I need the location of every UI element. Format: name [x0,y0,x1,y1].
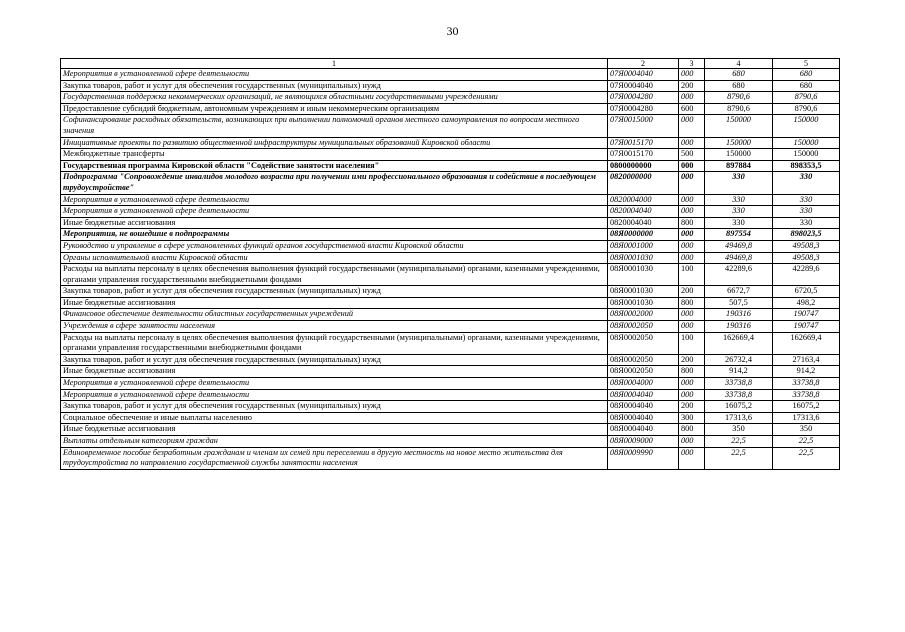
row-name-cell: Органы исполнительной власти Кировской области [61,252,608,264]
row-value-2-cell: 8790,6 [773,103,840,115]
row-type-cell: 800 [679,297,705,309]
table-row [61,297,840,309]
row-type-cell: 000 [679,160,705,172]
table-row [61,436,840,448]
row-code-cell: 07Я0004040 [608,80,679,92]
row-type-cell: 000 [679,436,705,448]
table-row [61,115,840,137]
row-code-cell: 07Я0015170 [608,137,679,149]
row-value-1-cell: 16075,2 [705,401,773,413]
row-value-1-cell: 330 [705,217,773,229]
row-value-2-cell: 27163,4 [773,354,840,366]
row-value-1-cell: 680 [705,69,773,81]
row-code-cell: 08Я0002050 [608,321,679,333]
table-row [61,354,840,366]
table-row [61,424,840,436]
row-code-cell: 08Я0004040 [608,412,679,424]
row-name-cell: Иные бюджетные ассигнования [61,424,608,436]
row-name-cell: Руководство и управление в сфере установленных функций органов государственной власти Кировской области [61,240,608,252]
row-value-2-cell: 498,2 [773,297,840,309]
row-value-2-cell: 22,5 [773,447,840,469]
row-code-cell: 08Я0004040 [608,424,679,436]
row-name-cell: Мероприятия в установленной сфере деятельности [61,389,608,401]
row-value-1-cell: 33738,8 [705,389,773,401]
table-row [61,149,840,161]
row-value-2-cell: 190747 [773,321,840,333]
row-value-2-cell: 49508,3 [773,252,840,264]
row-value-1-cell: 42289,6 [705,264,773,286]
row-value-2-cell: 330 [773,217,840,229]
table-row [61,172,840,194]
row-value-2-cell: 42289,6 [773,264,840,286]
row-type-cell: 000 [679,447,705,469]
table-row [61,412,840,424]
table-row [61,194,840,206]
row-type-cell: 000 [679,378,705,390]
row-value-2-cell: 898353,5 [773,160,840,172]
table-row [61,447,840,469]
row-type-cell: 000 [679,206,705,218]
row-name-cell: Мероприятия в установленной сфере деятельности [61,69,608,81]
row-code-cell: 08Я0001030 [608,297,679,309]
row-code-cell: 08Я0001030 [608,286,679,298]
row-type-cell: 000 [679,240,705,252]
row-code-cell: 08Я0001030 [608,264,679,286]
row-value-1-cell: 49469,8 [705,252,773,264]
row-value-1-cell: 350 [705,424,773,436]
row-type-cell: 000 [679,229,705,241]
budget-table-body [61,59,840,470]
table-row [61,321,840,333]
row-name-cell: Иные бюджетные ассигнования [61,217,608,229]
row-type-cell: 300 [679,412,705,424]
row-value-2-cell: 898023,5 [773,229,840,241]
row-type-cell: 800 [679,424,705,436]
row-type-cell: 000 [679,172,705,194]
row-name-cell: Мероприятия в установленной сфере деятельности [61,378,608,390]
row-code-cell: 07Я0015000 [608,115,679,137]
row-code-cell: 08Я0002000 [608,309,679,321]
row-name-cell: Иные бюджетные ассигнования [61,297,608,309]
header-cell-type: 3 [679,59,705,69]
row-value-2-cell: 350 [773,424,840,436]
row-code-cell: 07Я0004040 [608,69,679,81]
row-value-1-cell: 49469,8 [705,240,773,252]
row-value-2-cell: 330 [773,172,840,194]
row-code-cell: 0820004040 [608,217,679,229]
table-row [61,309,840,321]
row-value-1-cell: 507,5 [705,297,773,309]
row-value-1-cell: 190316 [705,309,773,321]
row-value-1-cell: 330 [705,194,773,206]
row-code-cell: 08Я0004000 [608,378,679,390]
row-code-cell: 0820000000 [608,172,679,194]
row-type-cell: 100 [679,332,705,354]
row-name-cell: Расходы на выплаты персоналу в целях обеспечения выполнения функций государственными (муниципальными) органами, казенными учреждениями, органами управления государственными внебюджетными фондами [61,264,608,286]
row-value-1-cell: 150000 [705,115,773,137]
row-name-cell: Мероприятия в установленной сфере деятельности [61,194,608,206]
row-name-cell: Государственная поддержка некоммерческих организаций, не являющихся областными государственными учреждениями [61,92,608,104]
table-row [61,80,840,92]
table-row [61,286,840,298]
table-row [61,103,840,115]
row-type-cell: 000 [679,115,705,137]
row-value-1-cell: 190316 [705,321,773,333]
row-value-1-cell: 162669,4 [705,332,773,354]
row-type-cell: 200 [679,80,705,92]
row-code-cell: 08Я0004040 [608,401,679,413]
row-code-cell: 0820004040 [608,206,679,218]
row-value-1-cell: 330 [705,206,773,218]
header-cell-value-2: 5 [773,59,840,69]
row-name-cell: Предоставление субсидий бюджетным, автономным учреждениям и иным некоммерческим организациям [61,103,608,115]
table-row [61,92,840,104]
row-name-cell: Подпрограмма "Сопровождение инвалидов молодого возраста при получении ими профессионального образования и содействие в последующем трудоустройстве" [61,172,608,194]
row-type-cell: 000 [679,389,705,401]
table-row [61,332,840,354]
row-name-cell: Софинансирование расходных обязательств, возникающих при выполнении полномочий органов местного самоуправления по вопросам местного значения [61,115,608,137]
row-code-cell: 08Я0001030 [608,252,679,264]
row-name-cell: Расходы на выплаты персоналу в целях обеспечения выполнения функций государственными (муниципальными) органами, казенными учреждениями, органами управления государственными внебюджетными фондами [61,332,608,354]
row-value-2-cell: 330 [773,194,840,206]
row-value-2-cell: 680 [773,80,840,92]
row-code-cell: 08Я0009990 [608,447,679,469]
row-name-cell: Выплаты отдельным категориям граждан [61,436,608,448]
row-code-cell: 08Я0002050 [608,366,679,378]
row-value-1-cell: 330 [705,172,773,194]
row-value-2-cell: 16075,2 [773,401,840,413]
row-type-cell: 000 [679,137,705,149]
header-cell-code: 2 [608,59,679,69]
row-type-cell: 100 [679,264,705,286]
row-type-cell: 000 [679,194,705,206]
row-type-cell: 500 [679,149,705,161]
row-value-1-cell: 914,2 [705,366,773,378]
row-value-1-cell: 8790,6 [705,92,773,104]
row-type-cell: 000 [679,321,705,333]
row-type-cell: 000 [679,309,705,321]
row-value-2-cell: 8790,6 [773,92,840,104]
row-code-cell: 08Я0000000 [608,229,679,241]
row-code-cell: 0800000000 [608,160,679,172]
row-name-cell: Единовременное пособие безработным гражданам и членам их семей при переселении в другую местность на новое место жительства для трудоустройства по направлению государственной службы занятости населения [61,447,608,469]
row-value-1-cell: 17313,6 [705,412,773,424]
row-name-cell: Финансовое обеспечение деятельности областных государственных учреждений [61,309,608,321]
budget-table [60,58,840,470]
row-code-cell: 0820004000 [608,194,679,206]
row-value-1-cell: 680 [705,80,773,92]
row-value-2-cell: 150000 [773,137,840,149]
page-number: 30 [446,24,459,38]
row-code-cell: 07Я0004280 [608,92,679,104]
header-cell-value-1: 4 [705,59,773,69]
table-row [61,264,840,286]
row-name-cell: Закупка товаров, работ и услуг для обеспечения государственных (муниципальных) нужд [61,286,608,298]
row-name-cell: Инициативные проекты по развитию общественной инфраструктуры муниципальных образований Кировской области [61,137,608,149]
row-type-cell: 800 [679,217,705,229]
row-value-2-cell: 680 [773,69,840,81]
row-value-1-cell: 8790,6 [705,103,773,115]
row-name-cell: Закупка товаров, работ и услуг для обеспечения государственных (муниципальных) нужд [61,354,608,366]
row-code-cell: 07Я0015170 [608,149,679,161]
table-row [61,137,840,149]
row-name-cell: Мероприятия в установленной сфере деятельности [61,206,608,218]
table-row [61,401,840,413]
row-name-cell: Межбюджетные трансферты [61,149,608,161]
table-row [61,252,840,264]
row-code-cell: 08Я0002050 [608,354,679,366]
row-value-2-cell: 33738,8 [773,378,840,390]
row-value-2-cell: 22,5 [773,436,840,448]
row-name-cell: Учреждения в сфере занятости населения [61,321,608,333]
row-code-cell: 08Я0009000 [608,436,679,448]
table-row [61,69,840,81]
row-name-cell: Иные бюджетные ассигнования [61,366,608,378]
row-name-cell: Закупка товаров, работ и услуг для обеспечения государственных (муниципальных) нужд [61,80,608,92]
table-row [61,378,840,390]
row-value-1-cell: 22,5 [705,447,773,469]
row-value-2-cell: 330 [773,206,840,218]
row-code-cell: 08Я0002050 [608,332,679,354]
table-header-row [61,59,840,69]
row-code-cell: 08Я0004040 [608,389,679,401]
row-value-1-cell: 150000 [705,149,773,161]
row-value-2-cell: 49508,3 [773,240,840,252]
row-value-1-cell: 6672,7 [705,286,773,298]
row-value-1-cell: 897554 [705,229,773,241]
row-type-cell: 000 [679,69,705,81]
row-code-cell: 08Я0001000 [608,240,679,252]
row-type-cell: 200 [679,401,705,413]
row-type-cell: 800 [679,366,705,378]
table-row [61,240,840,252]
row-type-cell: 200 [679,354,705,366]
table-row [61,217,840,229]
row-value-1-cell: 33738,8 [705,378,773,390]
row-value-2-cell: 33738,8 [773,389,840,401]
row-name-cell: Закупка товаров, работ и услуг для обеспечения государственных (муниципальных) нужд [61,401,608,413]
table-row [61,206,840,218]
table-row [61,229,840,241]
row-type-cell: 000 [679,92,705,104]
row-type-cell: 200 [679,286,705,298]
row-value-2-cell: 914,2 [773,366,840,378]
row-value-1-cell: 26732,4 [705,354,773,366]
row-type-cell: 600 [679,103,705,115]
row-code-cell: 07Я0004280 [608,103,679,115]
row-name-cell: Социальное обеспечение и иные выплаты населению [61,412,608,424]
table-row [61,366,840,378]
row-value-2-cell: 17313,6 [773,412,840,424]
row-value-1-cell: 150000 [705,137,773,149]
row-value-2-cell: 162669,4 [773,332,840,354]
row-value-2-cell: 150000 [773,149,840,161]
table-row [61,160,840,172]
row-value-2-cell: 6720,5 [773,286,840,298]
row-type-cell: 000 [679,252,705,264]
row-name-cell: Государственная программа Кировской области "Содействие занятости населения" [61,160,608,172]
row-value-1-cell: 22,5 [705,436,773,448]
row-name-cell: Мероприятия, не вошедшие в подпрограммы [61,229,608,241]
row-value-1-cell: 897884 [705,160,773,172]
row-value-2-cell: 150000 [773,115,840,137]
table-row [61,389,840,401]
header-cell-name: 1 [61,59,608,69]
row-value-2-cell: 190747 [773,309,840,321]
